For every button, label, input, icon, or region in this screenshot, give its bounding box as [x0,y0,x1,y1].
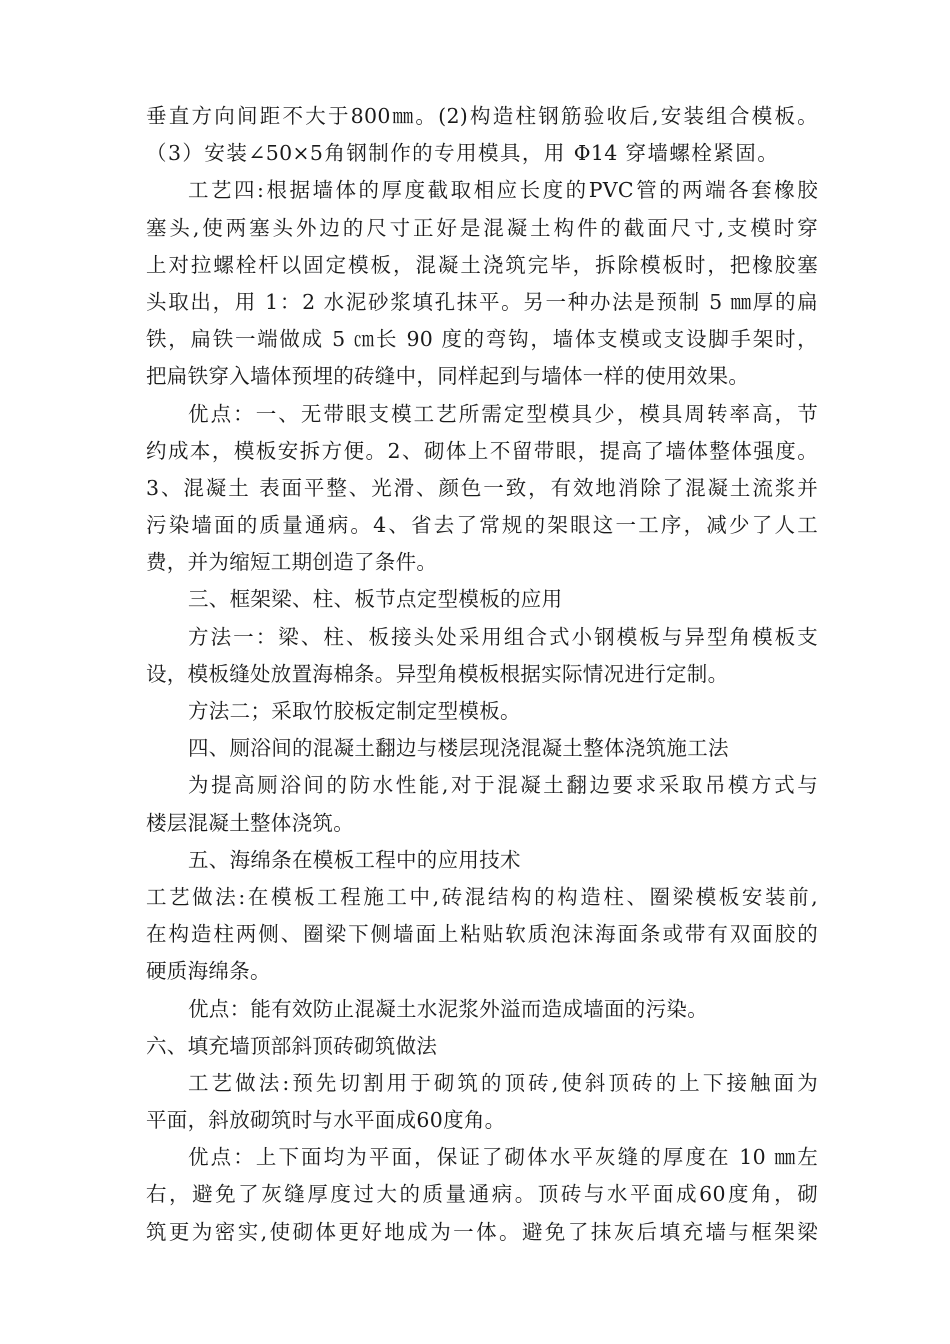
text-line: 污染墙面的质量通病。4、省去了常规的架眼这一工序，减少了人工 [146,513,818,538]
text-line: 方法二；采取竹胶板定制定型模板。 [188,699,521,723]
text-line: 3、混凝土 表面平整、光滑、颜色一致，有效地消除了混凝土流浆并 [146,475,818,500]
text-line: 设，模板缝处放置海棉条。异型角模板根据实际情况进行定制。 [146,661,729,686]
section-heading: 六、填充墙顶部斜顶砖砌筑做法 [146,1033,438,1058]
text-line: 楼层混凝土整体浇筑。 [146,810,354,835]
text-line: 垂直方向间距不大于800㎜。(2)构造柱钢筋验收后,安装组合模板。 [146,104,818,128]
text-line: 右，避免了灰缝厚度过大的质量通病。顶砖与水平面成60度角，砌 [146,1182,818,1207]
text-line: 把扁铁穿入墙体预埋的砖缝中，同样起到与墙体一样的使用效果。 [146,364,750,389]
text-line: 方法一：梁、柱、板接头处采用组合式小钢模板与异型角模板支 [188,624,818,649]
text-line: 筑更为密实,使砌体更好地成为一体。避免了抹灰后填充墙与框架梁 [146,1219,818,1244]
text-line: 工艺做法:在模板工程施工中,砖混结构的构造柱、圈梁模板安装前, [146,884,818,909]
section-heading: 五、海绵条在模板工程中的应用技术 [188,847,521,872]
document-body [146,98,818,1251]
text-line: 约成本，模板安拆方便。2、砌体上不留带眼，提高了墙体整体强度。 [146,438,818,463]
text-line: 头取出，用 1：2 水泥砂浆填孔抹平。另一种办法是预制 5 ㎜厚的扁 [146,289,818,314]
text-line: 塞头,使两塞头外边的尺寸正好是混凝土构件的截面尺寸,支模时穿 [146,215,818,240]
text-line: 工艺做法:预先切割用于砌筑的顶砖,使斜顶砖的上下接触面为 [188,1070,818,1095]
text-line: 为提高厕浴间的防水性能,对于混凝土翻边要求采取吊模方式与 [188,773,818,798]
text-line: 优点：一、无带眼支模工艺所需定型模具少，模具周转率高，节 [188,401,818,426]
section-heading: 三、框架梁、柱、板节点定型模板的应用 [188,587,563,612]
text-line: 在构造柱两侧、圈梁下侧墙面上粘贴软质泡沫海面条或带有双面胶的 [146,922,818,947]
text-line: 费，并为缩短工期创造了条件。 [146,550,438,575]
text-line: 上对拉螺栓杆以固定模板，混凝土浇筑完毕，拆除模板时，把橡胶塞 [146,252,818,277]
text-line: 铁，扁铁一端做成 5 ㎝长 90 度的弯钩，墙体支模或支设脚手架时， [146,327,818,352]
text-line: 硬质海绵条。 [146,959,271,984]
text-line: 优点：能有效防止混凝土水泥浆外溢而造成墙面的污染。 [188,996,708,1021]
section-heading: 四、厕浴间的混凝土翻边与楼层现浇混凝土整体浇筑施工法 [188,736,729,761]
text-line: 平面，斜放砌筑时与水平面成60度角。 [146,1108,506,1133]
text-line: 优点：上下面均为平面，保证了砌体水平灰缝的厚度在 10 ㎜左 [188,1145,818,1170]
text-line: （3）安装∠50×5角钢制作的专用模具，用 Φ14 穿墙螺栓紧固。 [146,141,778,166]
text-line: 工艺四:根据墙体的厚度截取相应长度的PVC管的两端各套橡胶 [188,178,818,203]
